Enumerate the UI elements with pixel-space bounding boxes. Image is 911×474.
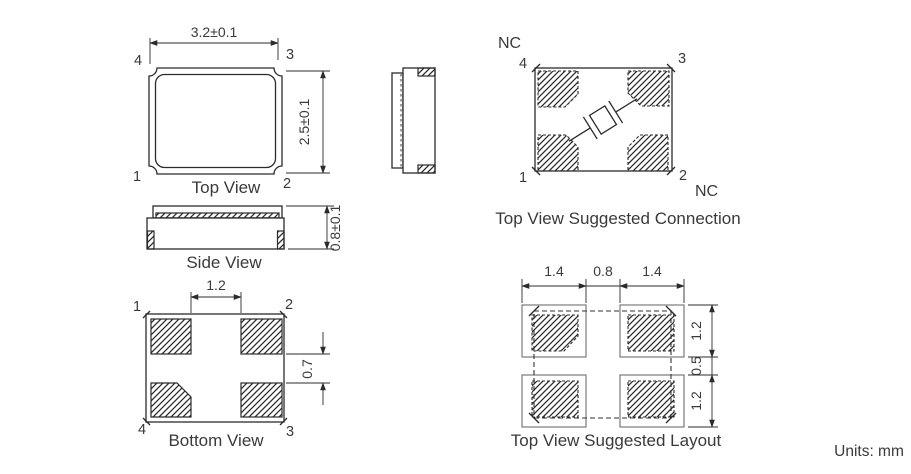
bottom-view-vertical-gap-dimension: 0.7 bbox=[299, 359, 315, 379]
end-view bbox=[392, 68, 435, 173]
pin-label: 4 bbox=[518, 56, 528, 72]
top-view-caption: Top View bbox=[191, 178, 261, 197]
pin-label: 2 bbox=[678, 168, 688, 184]
pin-label: 4 bbox=[137, 422, 147, 438]
side-view-pad-left bbox=[148, 231, 155, 249]
layout-top-dimension-lines bbox=[522, 279, 684, 303]
layout-chip-pad-tr bbox=[628, 315, 674, 351]
pin-label: 3 bbox=[285, 47, 295, 63]
side-view-seam bbox=[156, 213, 279, 218]
side-view-height-dimension: 0.8±0.1 bbox=[327, 204, 343, 252]
pin-label: 2 bbox=[282, 176, 292, 192]
bottom-pad-3 bbox=[241, 383, 282, 417]
layout-view-caption: Top View Suggested Layout bbox=[510, 431, 722, 450]
side-view-body bbox=[147, 218, 284, 249]
connection-view bbox=[495, 35, 740, 228]
bottom-view bbox=[133, 277, 330, 450]
connection-pad-1 bbox=[538, 135, 578, 171]
nc-label-bottom: NC bbox=[695, 183, 719, 200]
side-view-caption: Side View bbox=[186, 253, 262, 272]
bottom-view-gap-dimension-lines bbox=[191, 292, 241, 313]
pin-label: 1 bbox=[132, 169, 142, 185]
layout-gap-x-dimension: 0.8 bbox=[593, 263, 613, 279]
layout-pad-width-right-dimension: 1.4 bbox=[642, 263, 662, 279]
bottom-pad-1 bbox=[151, 319, 191, 354]
end-view-pad-top bbox=[418, 68, 435, 76]
connection-view-caption: Top View Suggested Connection bbox=[495, 209, 741, 228]
top-view-height-dimension: 2.5±0.1 bbox=[296, 98, 312, 146]
connection-pad-2 bbox=[628, 135, 668, 171]
layout-pad-height-top-dimension: 1.2 bbox=[688, 321, 704, 341]
side-view-pad-right bbox=[278, 231, 285, 249]
top-view-width-dimension: 3.2±0.1 bbox=[190, 24, 238, 40]
top-view-width-dimension-lines bbox=[150, 38, 278, 64]
bottom-view-gap-dimension: 1.2 bbox=[206, 277, 226, 293]
nc-label-top: NC bbox=[498, 35, 522, 52]
pin-label: 1 bbox=[132, 299, 142, 315]
top-view bbox=[133, 24, 330, 197]
pin-label: 2 bbox=[284, 297, 294, 313]
side-view bbox=[147, 204, 343, 272]
layout-pad-height-bottom-dimension: 1.2 bbox=[688, 391, 704, 411]
end-view-pad-bottom bbox=[418, 165, 435, 173]
pin-label: 1 bbox=[518, 170, 528, 186]
layout-chip-pad-bl bbox=[532, 381, 578, 417]
pin-label: 3 bbox=[677, 51, 687, 67]
bottom-view-caption: Bottom View bbox=[168, 431, 264, 450]
pin-label: 3 bbox=[285, 424, 295, 440]
end-view-body bbox=[403, 68, 435, 173]
package-lid-top bbox=[156, 75, 276, 168]
pin-label: 4 bbox=[133, 53, 143, 69]
units-label: Units: mm bbox=[834, 443, 904, 460]
layout-gap-y-dimension: 0.5 bbox=[688, 356, 704, 376]
layout-chip-pad-br bbox=[628, 381, 674, 417]
bottom-pad-2 bbox=[241, 319, 282, 354]
layout-view bbox=[511, 263, 722, 450]
layout-pad-width-left-dimension: 1.4 bbox=[544, 263, 564, 279]
